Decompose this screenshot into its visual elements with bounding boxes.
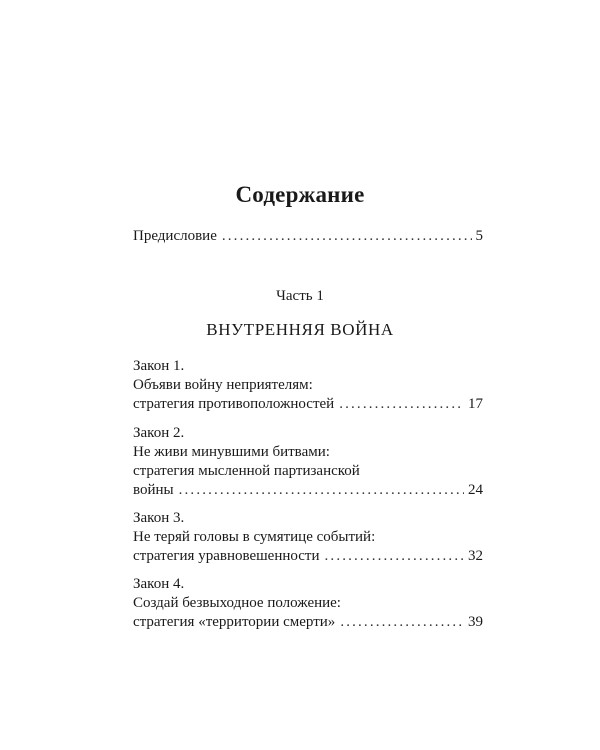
law-4-title: Создай безвыходное положение:: [133, 595, 341, 611]
toc-entry-label: Предисловие: [133, 228, 217, 244]
toc-entry-law-1[interactable]: [133, 394, 483, 414]
toc-entry-label: стратегия уравновешенности: [133, 548, 320, 564]
dot-leader: [339, 394, 464, 414]
toc-entry-label: стратегия противоположностей: [133, 396, 335, 412]
toc-entry-page: 39: [468, 614, 483, 630]
toc-entry-page: 5: [475, 228, 483, 244]
dot-leader: [325, 546, 464, 566]
toc-entry-label: войны: [133, 482, 174, 498]
law-3-number: Закон 3.: [133, 510, 185, 526]
law-2-title-cont: стратегия мысленной партизанской: [133, 463, 360, 479]
law-2-number: Закон 2.: [133, 425, 185, 441]
toc-entry-law-3[interactable]: [133, 546, 483, 566]
dot-leader: [340, 612, 464, 632]
dot-leader: [222, 226, 472, 246]
toc-entry-law-2[interactable]: [133, 480, 483, 500]
toc-entry-page: 17: [468, 396, 483, 412]
toc-entry-law-4[interactable]: [133, 612, 483, 632]
part-title: ВНУТРЕННЯЯ ВОЙНА: [206, 320, 394, 339]
part-label: Часть 1: [276, 288, 324, 304]
toc-entry-page: 32: [468, 548, 483, 564]
toc-entry-page: 24: [468, 482, 483, 498]
law-3-title: Не теряй головы в сумятице событий:: [133, 529, 376, 545]
toc-entry-label: стратегия «территории смерти»: [133, 614, 336, 630]
toc-heading: Содержание: [235, 182, 365, 207]
law-4-number: Закон 4.: [133, 576, 185, 592]
law-2-title: Не живи минувшими битвами:: [133, 444, 330, 460]
law-1-title: Объяви войну неприятелям:: [133, 377, 313, 393]
toc-entry-preface[interactable]: [133, 226, 483, 246]
law-1-number: Закон 1.: [133, 358, 185, 374]
dot-leader: [179, 480, 464, 500]
